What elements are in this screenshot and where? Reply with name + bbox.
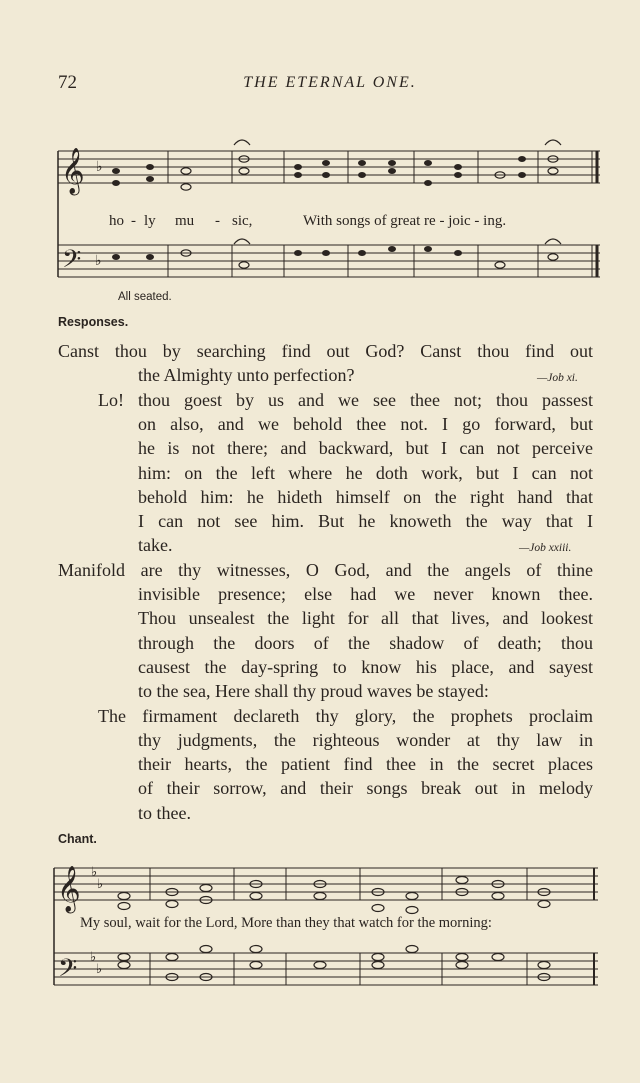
- response-line: him: on the left where he doth work, but I can not: [138, 462, 593, 483]
- running-head: THE ETERNAL ONE.: [243, 74, 417, 91]
- response-line: Lo! thou goest by us and we see thee not; thou passest: [98, 389, 593, 410]
- response-line: to the sea, Here shall thy proud waves be stayed:: [138, 681, 489, 702]
- hymn-lyric: With songs of great re - joic - ing.: [303, 213, 507, 229]
- svg-text:♭: ♭: [90, 950, 97, 965]
- response-line: causest the day-spring to know his place, and sayest: [138, 656, 593, 677]
- chant-lyrics: My soul, wait for the Lord, More than they that watch for the morning:: [80, 915, 492, 931]
- svg-text:𝄞: 𝄞: [57, 866, 81, 912]
- hymn-lyric: sic,: [232, 213, 253, 229]
- seating-note: All seated.: [118, 291, 172, 303]
- hymn-lyric: -: [131, 213, 136, 229]
- response-line: he is not there; and backward, but I can not perceive: [138, 438, 593, 459]
- hymn-lyric: ly: [144, 213, 156, 229]
- response-line: of their sorrow, and their songs break out in melody: [138, 778, 593, 799]
- response-line: Thou unsealest the light for all that lives, and lookest: [138, 608, 593, 629]
- response-line: to thee.: [138, 802, 191, 823]
- response-line: invisible presence; else had we never known thee.: [138, 584, 593, 604]
- hymn-lyric: -: [215, 213, 220, 229]
- response-line: The firmament declareth thy glory, the prophets proclaim: [98, 705, 593, 726]
- hymn-score: [0, 0, 640, 320]
- response-line: take.: [138, 535, 173, 556]
- svg-text:♭: ♭: [96, 159, 103, 175]
- svg-text:𝄢: 𝄢: [58, 954, 78, 989]
- response-line: behold him: he hideth himself on the right hand that: [138, 486, 593, 507]
- svg-text:♭: ♭: [91, 865, 98, 880]
- response-line: their hearts, the patient find thee in the secret places: [138, 754, 593, 775]
- svg-text:♭: ♭: [95, 253, 102, 269]
- response-line: Canst thou by searching find out God? Canst thou find out: [58, 341, 593, 361]
- responses-heading: Responses.: [58, 315, 129, 329]
- response-line: Manifold are thy witnesses, O God, and the angels of thine: [58, 559, 593, 580]
- hymn-lyric: ho: [109, 213, 124, 229]
- response-line: I can not see him. But he knoweth the way that I: [138, 511, 593, 532]
- svg-text:𝄞: 𝄞: [61, 148, 85, 194]
- page-number: 72: [58, 72, 77, 93]
- svg-text:♭: ♭: [97, 877, 104, 892]
- hymn-lyric: mu: [175, 213, 195, 229]
- response-line: on also, and we behold thee not. I go forward, but: [138, 413, 593, 434]
- response-line: the Almighty unto perfection?: [138, 365, 355, 386]
- svg-text:𝄢: 𝄢: [62, 245, 82, 280]
- chant-heading: Chant.: [58, 832, 97, 846]
- response-line: thy judgments, the righteous wonder at thy law in: [138, 729, 593, 750]
- svg-text:♭: ♭: [96, 962, 103, 977]
- response-line: through the doors of the shadow of death; thou: [138, 632, 593, 653]
- citation: —Job xi.: [537, 372, 578, 384]
- citation: —Job xxiii.: [519, 542, 572, 554]
